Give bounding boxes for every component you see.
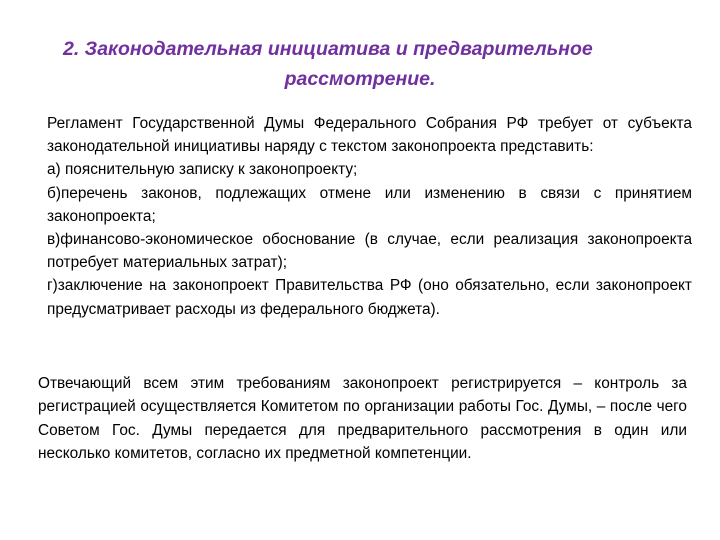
registration-text-block bbox=[38, 372, 687, 466]
slide-title-line-2: рассмотрение. bbox=[284, 68, 436, 90]
requirements-intro: Регламент Государственной Думы Федерального Собрания РФ требует от субъекта законодательной инициативы наряду с текстом законопроекта представить: bbox=[47, 115, 692, 156]
requirement-item-b: б)перечень законов, подлежащих отмене или изменению в связи с принятием законопроекта; bbox=[47, 184, 692, 225]
registration-paragraph: Отвечающий всем этим требованиям законопроект регистрируется – контроль за регистрацией осуществляется Комитетом по организации работы Гос. Думы, – после чего Советом Гос. Думы передается для предварительного рассмотрения в один или несколько комитетов, согласно их предметной компетенции. bbox=[38, 375, 687, 463]
requirement-item-d: г)заключение на законопроект Правительства РФ (оно обязательно, если законопроект предусматривает расходы из федерального бюджета). bbox=[47, 277, 692, 318]
requirement-item-c: в)финансово-экономическое обоснование (в случае, если реализация законопроекта потребует материальных затрат); bbox=[47, 231, 692, 272]
slide-title bbox=[40, 34, 680, 94]
requirements-text-block bbox=[47, 112, 692, 321]
requirement-item-a: а) пояснительную записку к законопроекту; bbox=[47, 161, 358, 179]
slide-title-line-1: 2. Законодательная инициатива и предварительное bbox=[63, 38, 593, 60]
